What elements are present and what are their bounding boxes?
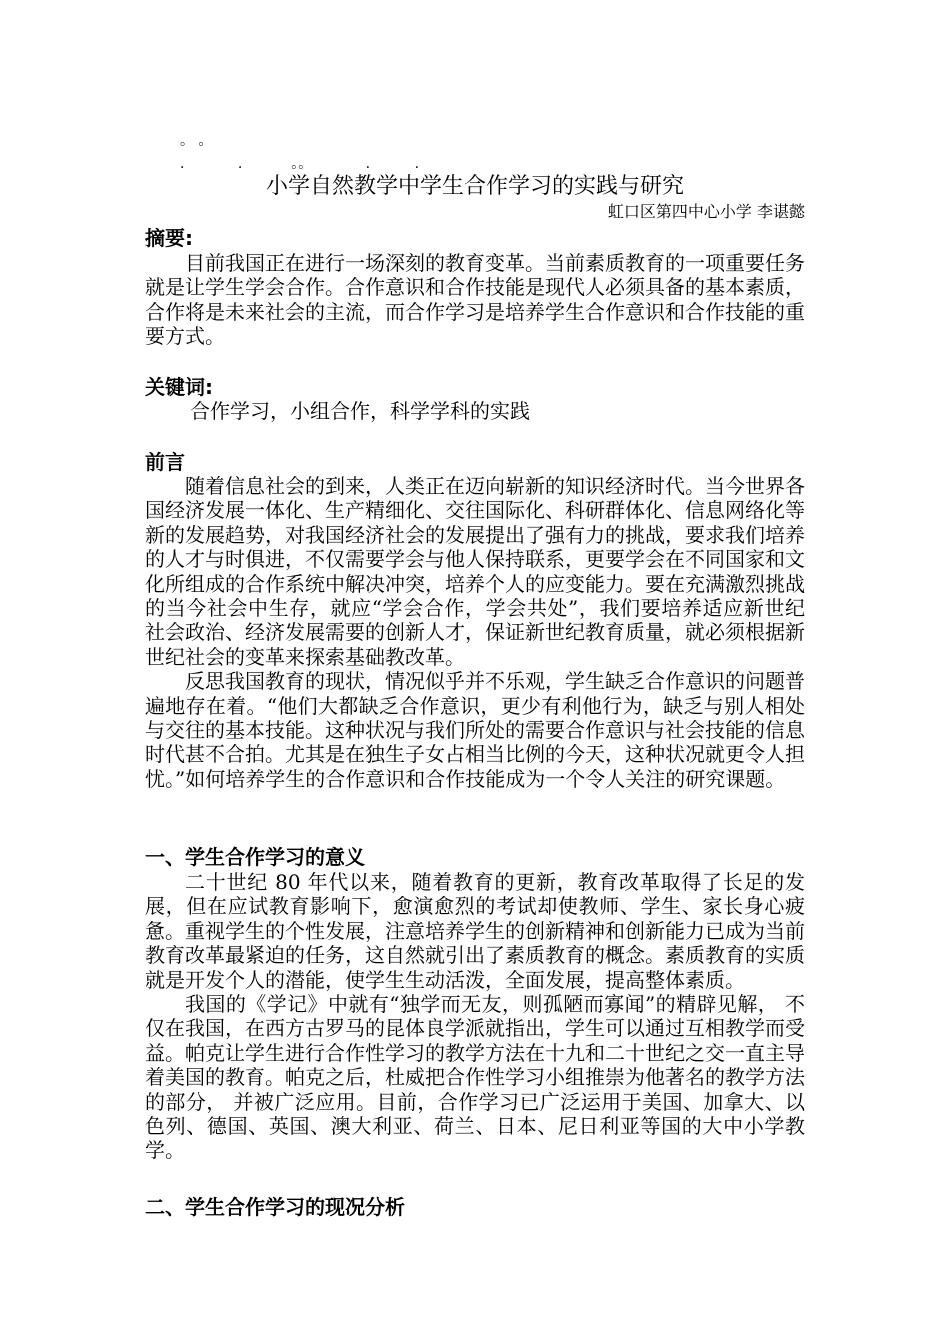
section-2-heading: 二、学生合作学习的现况分析 bbox=[145, 1195, 405, 1219]
author-line: 虹口区第四中心小学 李谌懿 bbox=[607, 202, 805, 221]
stray-marks-row-2: . . 。。 . . bbox=[180, 156, 420, 172]
section-1-paragraph-2: 我国的《学记》中就有“独学而无友，则孤陋而寡闻”的精辟见解， 不仅在我国，在西方古罗马的昆体良学派就指出，学生可以通过互相教学而受益。帕克让学生进行合作性学习的教学方法在十九和二十世纪之交一直主导着美国的教育。帕克之后，杜威把合作性学习小组推崇为他著名的教学方法的部分， 并被广泛应用。目前，合作学习已广泛运用于美国、加拿大、以色列、德国、英国、澳大利亚、荷兰、日本、尼日利亚等国的大中小学教学。 bbox=[145, 992, 805, 1163]
section-1-paragraph-1: 二十世纪 80 年代以来，随着教育的更新，教育改革取得了长足的发展，但在应试教育影响下，愈演愈烈的考试却使教师、学生、家长身心疲惫。重视学生的个性发展，注意培养学生的创新精神和创新能力已成为当前教育改革最紧迫的任务，这自然就引出了素质教育的概念。素质教育的实质就是开发个人的潜能，使学生生动活泼，全面发展，提高整体素质。 bbox=[145, 870, 805, 992]
keywords-heading: 关键词: bbox=[145, 375, 213, 399]
preface-body bbox=[145, 474, 805, 791]
preface-heading: 前言 bbox=[145, 450, 185, 474]
document-title: 小学自然教学中学生合作学习的实践与研究 bbox=[265, 174, 684, 199]
section-1-heading: 一、学生合作学习的意义 bbox=[145, 845, 365, 869]
abstract-heading: 摘要: bbox=[145, 226, 193, 250]
stray-marks-row-1: 。 。 bbox=[180, 133, 213, 149]
abstract-paragraph: 目前我国正在进行一场深刻的教育变革。当前素质教育的一项重要任务就是让学生学会合作。合作意识和合作技能是现代人必须具备的基本素质，合作将是未来社会的主流，而合作学习是培养学生合作意识和合作技能的重要方式。 bbox=[145, 251, 805, 349]
abstract-body bbox=[145, 251, 805, 349]
preface-paragraph-2: 反思我国教育的现状，情况似乎并不乐观，学生缺乏合作意识的问题普遍地存在着。“他们大都缺乏合作意识，更少有利他行为，缺乏与别人相处与交往的基本技能。这种状况与我们所处的需要合作意识与社会技能的信息时代甚不合拍。尤其是在独生子女占相当比例的今天，这种状况就更令人担忧。”如何培养学生的合作意识和合作技能成为一个令人关注的研究课题。 bbox=[145, 669, 805, 791]
preface-paragraph-1: 随着信息社会的到来，人类正在迈向崭新的知识经济时代。当今世界各国经济发展一体化、生产精细化、交往国际化、科研群体化、信息网络化等新的发展趋势，对我国经济社会的发展提出了强有力的挑战，要求我们培养的人才与时俱进，不仅需要学会与他人保持联系，更要学会在不同国家和文化所组成的合作系统中解决冲突，培养个人的应变能力。要在充满激烈挑战的当今社会中生存，就应“学会合作，学会共处”，我们要培养适应新世纪社会政治、经济发展需要的创新人才，保证新世纪教育质量，就必须根据新世纪社会的变革来探索基础教改革。 bbox=[145, 474, 805, 669]
keywords-text: 合作学习，小组合作，科学学科的实践 bbox=[190, 399, 530, 423]
section-1-body bbox=[145, 870, 805, 1163]
